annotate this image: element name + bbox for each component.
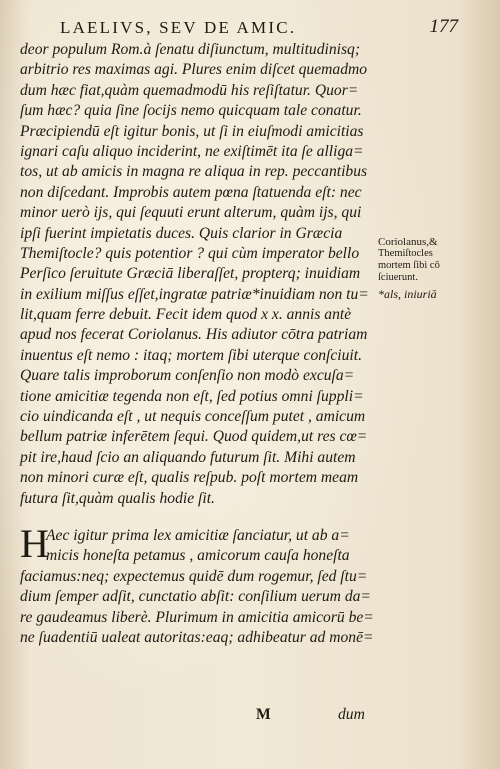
text-line: Præcipiendū eſt igitur bonis, ut ſi in eiuſmodi amicitias	[20, 122, 364, 140]
text-line: Quare talis improborum conſenſio non modò excuſa=	[20, 367, 355, 385]
text-line: arbitrio res maximas agi. Plures enim diſcet quemadmo	[20, 61, 368, 79]
page-header	[60, 14, 480, 40]
running-title: LAELIVS, SEV DE AMIC.	[60, 18, 297, 37]
text-line: in exilium miſſus eſſet,ingratæ patriæ*inuidiam non tu=	[20, 285, 369, 303]
text-line: minor uerò ijs, qui ſequuti erunt alterum, quàm ijs, qui	[20, 204, 362, 222]
text-line: ne ſuadentiū ualeat autoritas:eaq; adhibeatur ad monē=	[20, 628, 374, 646]
second-paragraph	[20, 521, 390, 648]
text-line: bellum patriæ inferētem ſequi. Quod quidem,ut res cœ=	[20, 428, 368, 446]
text-line: ignari caſu aliquo inciderint, ne exiſtimēt ita ſe alliga=	[20, 142, 364, 160]
text-line: Themiſtocle? quis potentior ? qui cùm imperator bello	[20, 244, 360, 262]
text-line: lit,quam ferre debuit. Fecit idem quod x x. annis antè	[20, 306, 352, 324]
text-line: inuentus eſt nemo : itaq; mortem ſibi uterque conſciuit.	[20, 346, 362, 364]
text-line: re gaudeamus liberè. Plurimum in amicitia amicorū be=	[20, 608, 374, 626]
margin-note-line: *als, iniuriā	[378, 287, 437, 301]
text-line: tione amicitiæ tegenda non eſt, ſed potius omni ſuppli=	[20, 387, 364, 405]
signature-mark: M	[256, 706, 271, 723]
text-line: dum hæc fiat,quàm quemadmodū his reſiſtatur. Quor=	[20, 81, 359, 99]
marginal-note	[378, 236, 498, 300]
text-line: pit ire,haud ſcio an aliquando futurum ſit. Mihi autem	[20, 448, 356, 466]
text-line: non diſcedant. Improbis autem pœna ſtatuenda eſt: nec	[20, 183, 362, 201]
text-line: futura ſit,quàm qualis hodie ſit.	[20, 489, 215, 507]
text-line: faciamus:neq; expectemus quidē dum rogemur, ſed ſtu=	[20, 567, 368, 585]
text-line: ipſi fuerint impietatis duces. Quis clarior in Græcia	[20, 224, 343, 242]
margin-note-line: mortem ſibi cō	[378, 260, 440, 271]
text-line: micis honeſta petamus , amicorum cauſa honeſta	[46, 547, 350, 565]
text-line: deor populum Rom.à ſenatu diſiunctum, multitudinisq;	[20, 41, 361, 58]
text-line: tos, ut ab amicis in magna re aliqua in rep. peccantibus	[20, 163, 368, 181]
text-line: dium ſemper adſit, cunctatio abſit: conſilium uerum da=	[20, 588, 371, 606]
text-line: apud nos fecerat Coriolanus. His adiutor cōtra patriam	[20, 326, 368, 344]
text-line: Perſico ſeruitute Græciā liberaſſet, propterq; inuidiam	[20, 265, 361, 283]
margin-note-line: Coriolanus,&	[378, 236, 438, 248]
main-paragraph	[20, 40, 390, 509]
text-line: ſum hæc? quia ſine ſocijs nemo quicquam tale conatur.	[20, 102, 362, 120]
margin-note-line: Themiſtocles	[378, 248, 433, 259]
text-line: cio uindicanda eſt , ut nequis conceſſum putet , amicum	[20, 408, 366, 426]
text-line: Aec igitur prima lex amicitiæ ſanciatur, ut ab a=	[46, 527, 350, 544]
page-number: 177	[429, 16, 458, 37]
text-line: non minori curæ eſt, qualis reſpub. poſt mortem meam	[20, 469, 359, 487]
margin-note-line: ſciuerunt.	[378, 272, 418, 283]
drop-capital: H	[20, 521, 49, 566]
catchword: dum	[338, 706, 365, 723]
